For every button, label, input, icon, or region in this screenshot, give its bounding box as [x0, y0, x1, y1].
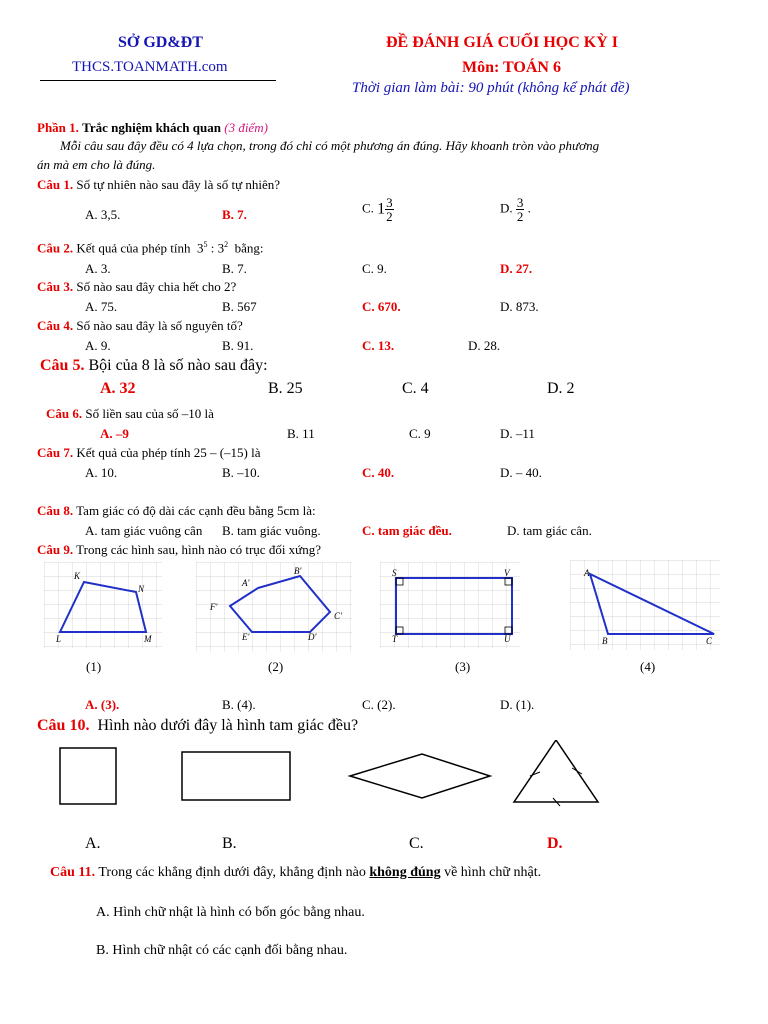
shape-equilateral-triangle: [514, 740, 598, 802]
q11-option-a: A. Hình chữ nhật là hình có bốn góc bằng nhau.: [96, 905, 365, 920]
fig1-label-m: M: [144, 634, 152, 644]
figure-4-triangle: [570, 560, 720, 650]
q10-option-d: D.: [547, 835, 563, 852]
header-rule: [40, 80, 276, 81]
fig2-label-f: F': [210, 602, 218, 612]
q1-option-d: D. $\frac{3}{2}$ .: [500, 195, 531, 224]
q2-option-b: B. 7.: [222, 261, 247, 276]
q7-option-d: D. – 40.: [500, 465, 542, 480]
q6-option-a: A. –9: [100, 426, 129, 441]
q7-option-c: C. 40.: [362, 465, 395, 480]
q9-option-c: C. (2).: [362, 697, 396, 712]
question-3: Câu 3. Số nào sau đây chia hết cho 2?: [37, 279, 237, 294]
q2-option-a: A. 3.: [85, 261, 111, 276]
fig1-label-k: K: [74, 571, 81, 581]
figure-1-quadrilateral: [44, 562, 162, 648]
site-name: THCS.TOANMATH.com: [72, 59, 228, 75]
question-8: Câu 8. Tam giác có độ dài các cạnh đều bằng 5cm là:: [37, 503, 316, 518]
figure-3-rectangle: [380, 562, 520, 648]
fig2-label-e: E': [242, 632, 250, 642]
q4-option-a: A. 9.: [85, 338, 111, 353]
fig2-label-c: C': [334, 611, 342, 621]
instruction-line2: án mà em cho là đúng.: [37, 157, 156, 172]
dept-title: SỞ GD&ĐT: [118, 34, 203, 51]
shape-square: [60, 748, 116, 804]
q7-option-a: A. 10.: [85, 465, 118, 480]
exam-title: ĐỀ ĐÁNH GIÁ CUỐI HỌC KỲ I: [386, 34, 619, 51]
q8-option-b: B. tam giác vuông.: [222, 523, 321, 538]
q9-option-b: B. (4).: [222, 697, 256, 712]
q5-option-d: D. 2: [547, 380, 575, 397]
exam-subject: Môn: TOÁN 6: [462, 59, 561, 76]
q2-option-c: C. 9.: [362, 261, 387, 276]
question-11: Câu 11. Trong các khẳng định dưới đây, khẳng định nào không đúng về hình chữ nhật.: [50, 865, 542, 880]
q3-option-a: A. 75.: [85, 299, 118, 314]
fig1-label-n: N: [138, 584, 145, 594]
q6-option-c: C. 9: [409, 426, 431, 441]
q8-option-a: A. tam giác vuông cân: [85, 523, 203, 538]
fig4-label-a: A: [584, 568, 590, 578]
question-5: Câu 5. Bội của 8 là số nào sau đây:: [40, 357, 268, 374]
fig4-caption: (4): [640, 659, 656, 674]
fig1-label-l: L: [56, 634, 62, 644]
question-10: Câu 10. Hình nào dưới đây là hình tam giác đều?: [37, 717, 359, 734]
q10-option-a: A.: [85, 835, 101, 852]
q3-option-d: D. 873.: [500, 299, 539, 314]
fig2-label-b: B': [294, 566, 302, 576]
fig4-label-c: C: [706, 636, 713, 646]
q10-shapes: [50, 740, 610, 810]
figure-2-hexagon: [196, 562, 352, 652]
q4-option-b: B. 91.: [222, 338, 254, 353]
q7-option-b: B. –10.: [222, 465, 260, 480]
fig2-label-d: D': [308, 632, 317, 642]
q2-option-d: D. 27.: [500, 261, 533, 276]
question-7: Câu 7. Kết quả của phép tính 25 – (–15) là: [37, 445, 261, 460]
q3-option-c: C. 670.: [362, 299, 401, 314]
question-6: Câu 6. Số liền sau của số –10 là: [46, 406, 214, 421]
fig3-label-u: U: [504, 634, 511, 644]
exam-time: Thời gian làm bài: 90 phút (không kể phát đề): [352, 80, 630, 96]
q9-option-d: D. (1).: [500, 697, 535, 712]
fig4-label-b: B: [602, 636, 608, 646]
q8-option-d: D. tam giác cân.: [507, 523, 592, 538]
q5-option-b: B. 25: [268, 380, 303, 397]
q5-option-c: C. 4: [402, 380, 429, 397]
fig2-label-a: A': [242, 578, 250, 588]
q6-option-d: D. –11: [500, 426, 535, 441]
question-1: Câu 1. Số tự nhiên nào sau đây là số tự nhiên?: [37, 177, 281, 192]
q5-option-a: A. 32: [100, 380, 136, 397]
shape-rectangle: [182, 752, 290, 800]
q10-option-c: C.: [409, 835, 424, 852]
fig3-label-s: S: [392, 568, 397, 578]
shape-rhombus: [350, 754, 490, 798]
q1-option-b: B. 7.: [222, 207, 247, 222]
fig3-label-v: V: [504, 568, 510, 578]
q8-option-c: C. tam giác đều.: [362, 523, 452, 538]
q10-option-b: B.: [222, 835, 237, 852]
instruction-line1: Mỗi câu sau đây đều có 4 lựa chọn, trong đó chỉ có một phương án đúng. Hãy khoanh tròn vào phương: [60, 138, 600, 153]
q11-option-b: B. Hình chữ nhật có các cạnh đối bằng nhau.: [96, 943, 348, 958]
fig3-caption: (3): [455, 659, 471, 674]
q1-option-a: A. 3,5.: [85, 207, 121, 222]
fig2-caption: (2): [268, 659, 284, 674]
q6-option-b: B. 11: [287, 426, 315, 441]
q4-option-c: C. 13.: [362, 338, 395, 353]
fig3-label-t: T: [392, 634, 398, 644]
question-2: Câu 2. Kết quả của phép tính $3^5$ : $3^2$ bằng:: [37, 240, 264, 256]
q4-option-d: D. 28.: [468, 338, 501, 353]
part1-heading: Phần 1. Trắc nghiệm khách quan (3 điểm): [37, 120, 268, 135]
question-9: Câu 9. Trong các hình sau, hình nào có trục đối xứng?: [37, 542, 321, 557]
q3-option-b: B. 567: [222, 299, 257, 314]
q9-option-a: A. (3).: [85, 697, 120, 712]
q1-option-c: C. 1 $\frac{3}{2}$: [362, 195, 393, 224]
question-4: Câu 4. Số nào sau đây là số nguyên tố?: [37, 318, 243, 333]
fig1-caption: (1): [86, 659, 102, 674]
